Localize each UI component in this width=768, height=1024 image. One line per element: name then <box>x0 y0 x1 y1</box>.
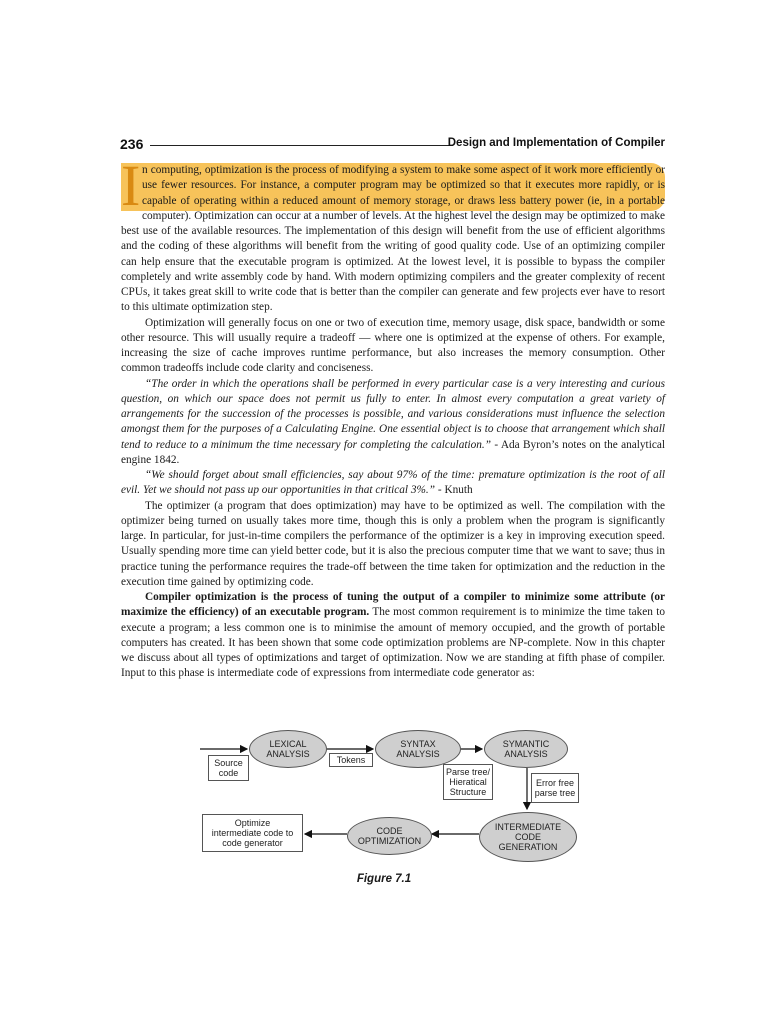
drop-cap: I <box>121 153 141 218</box>
lexical-analysis-label: LEXICAL ANALYSIS <box>266 739 310 759</box>
lexical-analysis-node <box>249 730 327 768</box>
source-code-box <box>208 755 249 781</box>
figure-caption: Figure 7.1 <box>356 873 412 885</box>
tokens-label: Tokens <box>336 755 366 765</box>
quote-ada-byron <box>121 377 665 469</box>
tokens-box <box>329 753 373 767</box>
error-free-parse-tree-box <box>531 773 579 803</box>
definition-rest: The most common requirement is to minimize the time taken to execute a program; a less common one is to minimise the amount of memory occupied, and the growth of portable computers has created. It has been shown that some code optimization problems are NP-complete. Now in this chapter we discuss about all types of optimizations and target of optimization. Now we are standing at fifth phase of compiler. Input to this phase is intermediate code of expressions from intermediate code generator as: <box>121 606 665 680</box>
running-head: Design and Implementation of Compiler <box>447 137 665 149</box>
parse-tree-label: Parse tree/ Hieratical Structure <box>445 767 491 797</box>
semantic-analysis-label: SYMANTIC ANALYSIS <box>502 739 550 759</box>
page-header <box>120 136 665 156</box>
intro-highlighted-text: n computing, optimization is the process of modifying a system to make some aspect of it work more efficiently or use fewer resources. For instance, a computer program may be optimized so that it executes more rapidly, or is capable of operating within a reduced amount of memory storage, or draws less battery <box>142 164 665 207</box>
intermediate-code-generation-label: INTERMEDIATE CODE GENERATION <box>494 822 562 852</box>
syntax-analysis-label: SYNTAX ANALYSIS <box>396 739 440 759</box>
syntax-analysis-node <box>375 730 461 768</box>
header-rule <box>150 145 453 146</box>
code-optimization-label: CODE OPTIMIZATION <box>357 826 422 846</box>
intro-paragraph <box>121 153 665 316</box>
optimized-output-label: Optimize intermediate code to code generator <box>211 818 294 848</box>
paragraph-tradeoffs: Optimization will generally focus on one or two of execution time, memory usage, disk space, bandwidth or some other resource. This will usually require a tradeoff — where one is optimized at the expense of others. For example, increasing the size of cache improves runtime performance, but also increases the memory consumption. Other common tradeoffs include code clarity and conciseness. <box>121 316 665 375</box>
optimized-output-box <box>202 814 303 852</box>
quote-ada-byron-text: “The order in which the operations shall be performed in every particular case is a very interesting and curious question, on which our space does not permit us fully to enter. In almost every computation a great variety of arrangements for the succession of the processes is possible, and various considerations must influence the selection amongst them for the purposes of a Calculating Engine. One essential object is to choose that arrangement which shall tend to reduce to a minimum the time necessary for completing the calculation.” <box>121 377 665 451</box>
error-free-parse-tree-label: Error free parse tree <box>534 778 576 798</box>
quote-knuth-attribution: - Knuth <box>435 484 473 497</box>
parse-tree-box <box>443 764 493 800</box>
compiler-phase-diagram <box>195 728 595 868</box>
definition-bold: Compiler optimization is the process of tuning the output of a compiler to minimize some attribute (or maximize the efficiency) of an executable program. <box>121 591 665 619</box>
semantic-analysis-node <box>484 730 568 768</box>
quote-ada-byron-attribution: - Ada Byron’s notes on the analytical engine 1842. <box>121 438 665 466</box>
paragraph-definition <box>121 590 665 682</box>
source-code-label: Source code <box>214 758 243 778</box>
code-optimization-node <box>347 817 432 855</box>
page-number: 236 <box>120 136 144 152</box>
quote-knuth <box>121 468 665 499</box>
intermediate-code-generation-node <box>479 812 577 862</box>
intro-rest-text: power (ie, in a portable computer). Optimization can occur at a number of levels. At the highest level the design may be optimized to make best use of the available resources. The implementation of this design will benefit from the use of efficient algorithms and the coding of these algorithms will benefit from the writing of good quality code. Use of an optimizing compiler can help ensure that the executable program is optimized. At the lowest level, it is possible to bypass the compiler completely and write assembly code by hand. With modern optimizing compilers and the greater complexity of recent CPUs, it takes great skill to write code that is better than the compiler can generate and few projects ever have to resort to this ultimate optimization step. <box>121 194 665 314</box>
paragraph-optimizer: The optimizer (a program that does optimization) may have to be optimized as well. The compilation with the optimizer being turned on usually takes more time, though this is only a problem when the program is significantly large. In particular, for just-in-time compilers the performance of the optimizer is a key in improving execution speed. Usually spending more time can yield better code, but it is also the precious computer time that we want to save; thus in practice tuning the performance requires the trade-off between the time taken for optimization and the reduction in the execution time gained by optimizing code. <box>121 499 665 588</box>
body-text <box>121 153 665 682</box>
quote-knuth-text: “We should forget about small efficiencies, say about 97% of the time: premature optimization is the root of all evil. Yet we should not pass up our opportunities in that critical 3%.” <box>121 469 665 497</box>
